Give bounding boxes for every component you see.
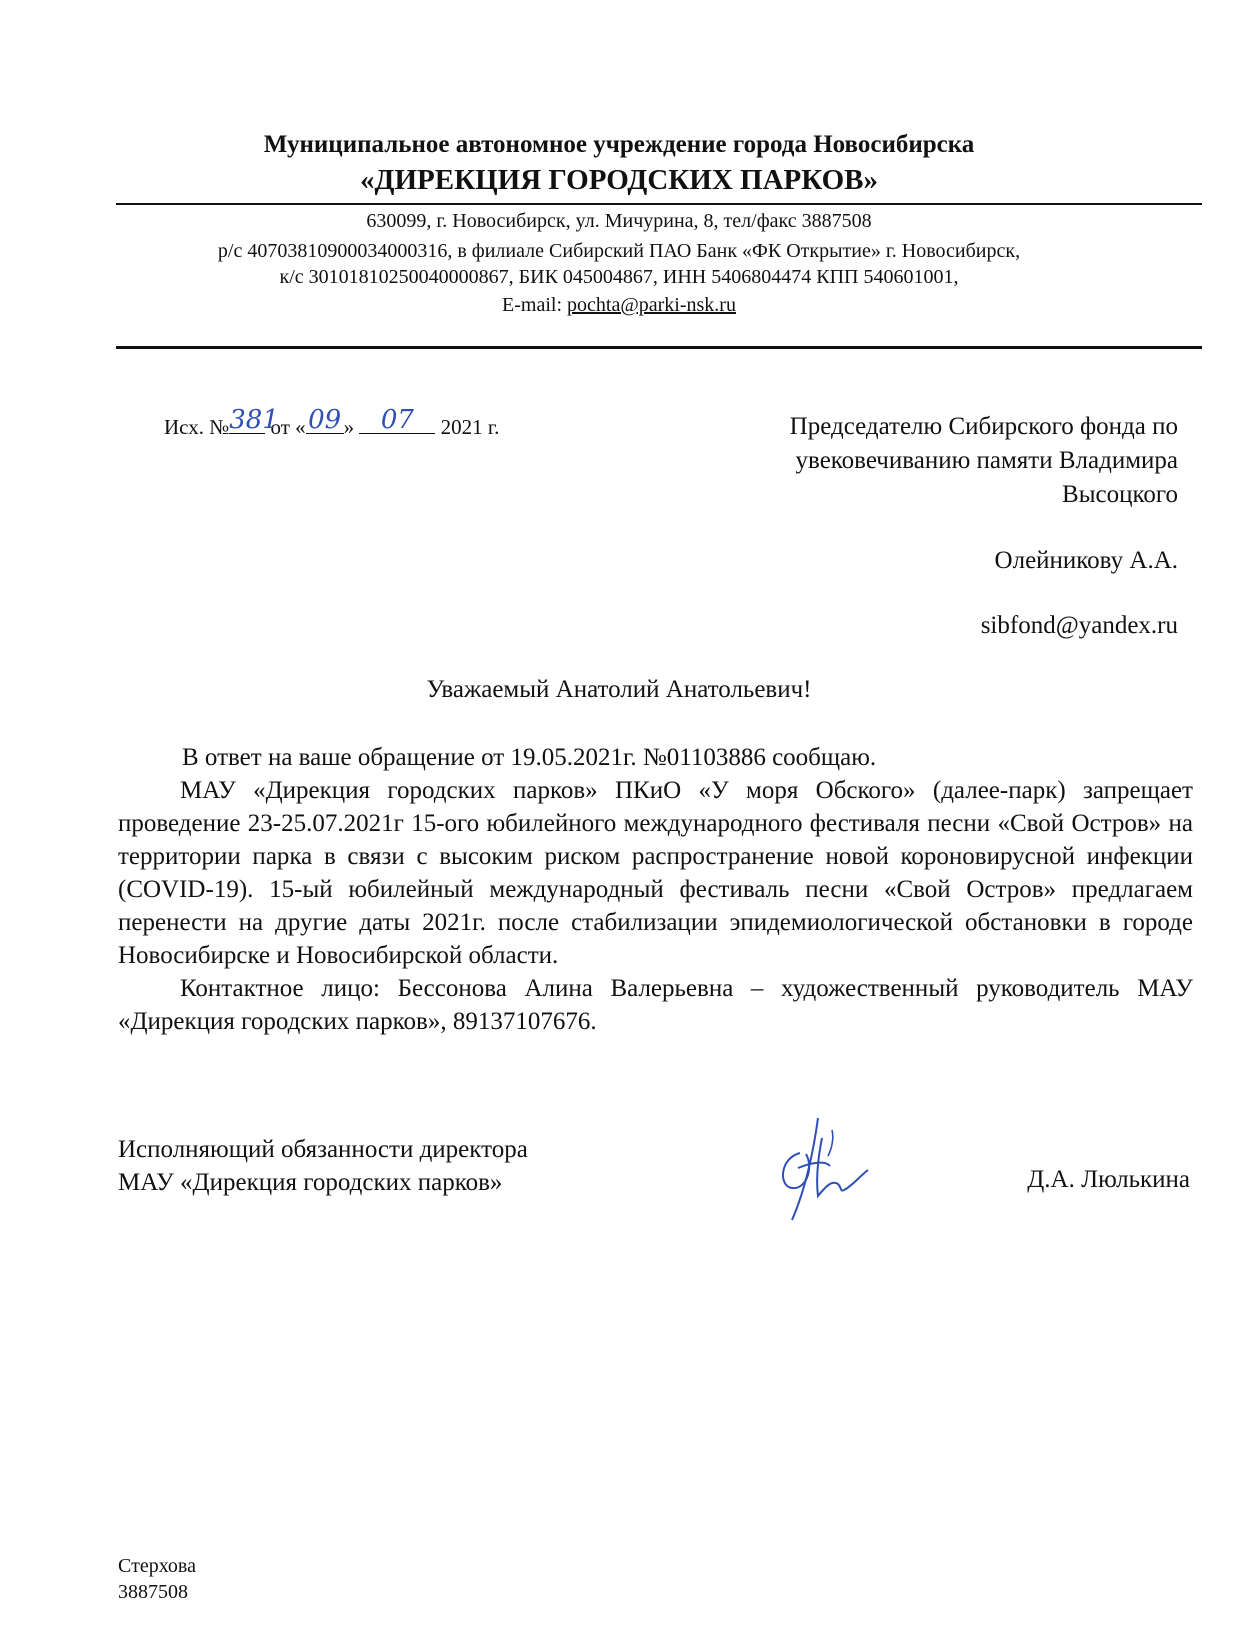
- executor-name: Стерхова: [118, 1555, 196, 1577]
- outgoing-quote-close: »: [343, 415, 360, 439]
- header-divider-bottom: [116, 346, 1202, 349]
- outgoing-year: 2021 г.: [435, 415, 500, 439]
- org-address: 630099, г. Новосибирск, ул. Мичурина, 8, тел/факс 3887508: [366, 210, 872, 232]
- outgoing-from: от «: [265, 415, 306, 439]
- body-paragraph-1: В ответ на ваше обращение от 19.05.2021г. №01103886 сообщаю.: [182, 744, 877, 771]
- outgoing-number: 381: [229, 405, 279, 435]
- body-paragraph-3: Контактное лицо: Бессонова Алина Валерьевна – художественный руководитель МАУ «Дирекция городских парков», 89137107676.: [118, 975, 1193, 1035]
- org-bank-account: р/с 40703810900034000316, в филиале Сибирский ПАО Банк «ФК Открытие» г. Новосибирск,: [217, 240, 1021, 262]
- signatory-title: [118, 1133, 528, 1199]
- body-paragraph-2: МАУ «Дирекция городских парков» ПКиО «У моря Обского» (далее-парк) запрещает проведение 23-25.07.2021г 15-ого юбилейного международного фестиваля песни «Свой Остров» на территории парка в связи с высоким риском распространение новой короновирусной инфекции (COVID-19). 15-ый юбилейный международный фестиваль песни «Свой Остров» предлагаем перенести на другие даты 2021г. после стабилизации эпидемиологической обстановки в городе Новосибирске и Новосибирской области.: [118, 777, 1193, 969]
- organization-line: Муниципальное автономное учреждение города Новосибирска: [263, 131, 975, 158]
- signatory-name: Д.А. Люлькина: [1027, 1166, 1190, 1193]
- addressee-line-3: Высоцкого: [1062, 481, 1178, 508]
- addressee-email[interactable]: sibfond@yandex.ru: [980, 612, 1178, 639]
- outgoing-day-blank: [306, 405, 344, 435]
- outgoing-number-blank: [229, 405, 279, 435]
- addressee-line-1: Председателю Сибирского фонда по: [789, 413, 1178, 440]
- addressee-block: [790, 410, 1178, 512]
- header-divider-top: [116, 203, 1202, 205]
- email-label: E-mail:: [502, 294, 568, 316]
- letter-body: [118, 741, 1193, 1038]
- outgoing-month-blank: [359, 405, 435, 435]
- executor-block: [118, 1553, 196, 1605]
- greeting: Уважаемый Анатолий Анатольевич!: [426, 676, 812, 703]
- outgoing-prefix: Исх. №: [164, 415, 230, 439]
- signatory-title-line-1: Исполняющий обязанности директора: [118, 1136, 528, 1163]
- outgoing-month: 07: [380, 405, 414, 435]
- outgoing-number-line: [164, 405, 500, 440]
- org-email-line: [0, 294, 1238, 317]
- signatory-title-line-2: МАУ «Дирекция городских парков»: [118, 1169, 503, 1196]
- executor-phone: 3887508: [118, 1581, 188, 1603]
- org-email-link[interactable]: pochta@parki-nsk.ru: [567, 294, 736, 316]
- addressee-line-2: увековечиванию памяти Владимира: [795, 447, 1178, 474]
- organization-name: «ДИРЕКЦИЯ ГОРОДСКИХ ПАРКОВ»: [360, 164, 878, 196]
- outgoing-day: 09: [308, 405, 342, 435]
- handwritten-signature: [770, 1108, 880, 1228]
- addressee-name: Олейникову А.А.: [994, 547, 1178, 574]
- org-bank-details: к/с 30101810250040000867, БИК 045004867, ИНН 5406804474 КПП 540601001,: [279, 266, 959, 288]
